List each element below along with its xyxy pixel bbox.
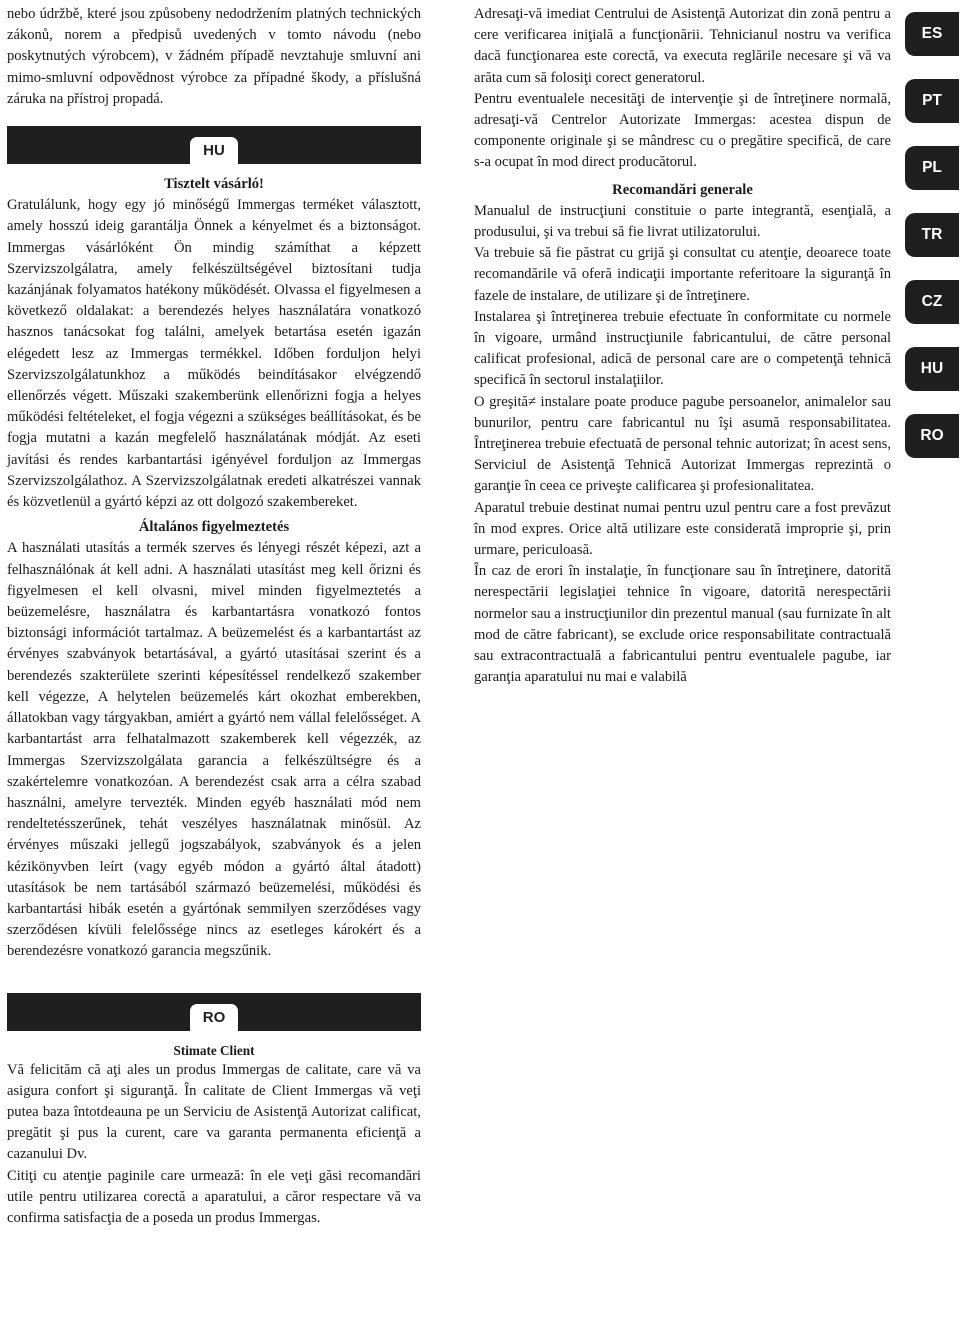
section-band-ro bbox=[7, 993, 421, 1031]
hu-general-paragraph: A használati utasítás a termék szerves és lényegi részét képezi, azt a felhasználónak át kell adni. A használati utasítást meg kell őrizni és figyelmesen el kell olvasni, mivel minden figyelmeztetés a beüzemelésre, használatra és karbantartásra vonatkozó fontos biztonsági információt tartalmaz. A beüzemelést és a karbantartást az érvényes szabványok betartásával, a gyártó utasításai szerint és a berendezés szakterülete szerinti képesítéssel rendelkező szakember kell végezze, A helytelen beüzemelés kárt okozhat emberekben, állatokban vagy tárgyakban, amiért a gyártó nem vállal felelősséget. A karbantartást arra felhatalmazott szakemberek kell végezzék, az Immergas Szervizszolgálata garancia a felkészültségre és a szakértelemre vonatkozóan. A berendezést csak arra a célra szabad használni, amelyre tervezték. Minden egyéb használati mód nem rendeltetésszerűnek, tehát veszélyes használatnak minősül. Az érvényes műszaki jellegű jogszabályok, szabványok és a jelen kézikönyvben leírt (vagy egyéb módon a gyártó által átadott) utasítások be nem tartásából származó beüzemelési, működési és karbantartási hibák esetén a gyártónak semmilyen szerződéses vagy szerződésen kívüli felelőssége nincs az esetleges károkért és a berendezésre vonatkozó garancia megszűnik. bbox=[7, 540, 421, 960]
lang-tab-ro[interactable]: RO bbox=[905, 414, 959, 458]
ro-paragraph-4: Pentru eventualele necesităţi de intervenţie şi de întreţinere normală, adresaţi-vă Centrelor Autorizate Immergas: acestea dispun de componente originale şi se mândresc cu o pregătire specifică, de care s-a ocupat în mod direct producătorul. bbox=[474, 90, 891, 171]
ro-paragraph-7: Instalarea şi întreţinerea trebuie efectuate în conformitate cu normele în vigoare, urmând instrucţiunile fabricantului, de către personal calificat profesional, adică de personal care are o competenţă tehnică specifică în sectorul instalaţiilor. bbox=[474, 308, 891, 389]
hu-general-title: Általános figyelmeztetés bbox=[138, 519, 290, 536]
ro-paragraph-2: Citiţi cu atenţie paginile care urmează: în ele veţi găsi recomandări utile pentru utilizarea corectă a aparatului, a căror respectare vă va confirma satisfacţia de a poseda un produs Immergas. bbox=[7, 1167, 421, 1226]
ro-paragraph-6: Va trebuie să fie păstrat cu grijă şi consultat cu atenţie, deoarece toate recomandările vă oferă indicaţii importante referitoare la siguranţă în fazele de instalare, de utilizare şi de întreţinere. bbox=[474, 245, 891, 304]
lang-tab-tr[interactable]: TR bbox=[905, 213, 959, 257]
hu-intro-paragraph: Gratulálunk, hogy egy jó minőségű Immergas terméket választott, amely hosszú ideig garantálja Önnek a kényelmet és a biztonságot. Immergas vásárlóként Ön mindig számíthat a képzett Szervizszolgálatra, amely felkészültségével biztosítani tudja kazánjának folyamatos hatékony működését. Olvassa el figyelmesen a következő oldalakat: a berendezés helyes használatára vonatkozó hasznos tanácsokat fog találni, amelyek betartása esetén igazán elégedett lesz az Immergas termékkel. Időben forduljon helyi Szervizszolgálatunkhoz a működés beindításakor elvégzendő ellenőrzés végett. Műszaki szakemberünk ellenőrizni fogja a helyes működési feltételeket, el fogja végezni a szükséges beállításokat, és be fogja mutatni a kazán megfelelő használatának módját. Az eseti javítási és rendes karbantartási igényével forduljon az Immergas Szervizszolgálathoz. A Szervizszolgálatnak eredeti alkatrészei vannak és közvetlenül a gyártó képzi az ott dolgozó szakembereket. bbox=[7, 197, 421, 511]
ro-paragraph-5: Manualul de instrucţiuni constituie o parte integrantă, esenţială, a produsului, şi va trebui să fie livrat utilizatorului. bbox=[474, 202, 891, 241]
language-tabs bbox=[905, 12, 959, 481]
lang-tab-hu[interactable]: HU bbox=[905, 347, 959, 391]
section-tag-hu: HU bbox=[190, 137, 238, 164]
ro-paragraph-1: Vă felicităm că aţi ales un produs Immergas de calitate, care vă va asigura confort şi siguranţă. În calitate de Client Immergas vă veţi putea baza întotdeauna pe un Serviciu de Asistenţă Autorizat calificat, pregătit şi pus la curent, care va garanta permanenta eficienţă a cazanului Dv. bbox=[7, 1061, 421, 1163]
section-tag-ro: RO bbox=[190, 1004, 238, 1031]
ro-paragraph-8: O greşită≠ instalare poate produce pagube persoanelor, animalelor sau bunurilor, pentru care fabricantul nu îşi asumă responsabilitatea. Întreţinerea trebuie efectuată de personal tehnic autorizat; în acest sens, Serviciul de Asistenţă Tehnică Autorizat Immergas reprezintă o garanţie în ceea ce priveşte calificarea şi profesionalitatea. bbox=[474, 393, 891, 495]
ro-paragraph-9: Aparatul trebuie destinat numai pentru uzul pentru care a fost prevăzut în mod expres. Orice altă utilizare este considerată improprie şi, prin urmare, periculoasă. bbox=[474, 499, 891, 559]
right-column bbox=[474, 4, 891, 689]
left-column bbox=[7, 4, 421, 1229]
ro-paragraph-10: În caz de erori în instalaţie, în funcţionare sau în întreţinere, datorită nerespectării legislaţiei tehnice în vigoare, datorită nerespectării normelor sau a instrucţiunilor din prezentul manual (sau furnizate în alt mod de către fabricant), se exclude orice responsabilitate contractuală sau extracontractuală a fabricantului pentru eventualele pagube, iar garanţia aparatului nu mai e valabilă bbox=[474, 563, 891, 686]
section-band-hu bbox=[7, 126, 421, 164]
hu-title: Tisztelt vásárló! bbox=[164, 176, 264, 193]
ro-general-title: Recomandări generale bbox=[612, 181, 753, 198]
lang-tab-pl[interactable]: PL bbox=[905, 146, 959, 190]
lang-tab-pt[interactable]: PT bbox=[905, 79, 959, 123]
lang-tab-es[interactable]: ES bbox=[905, 12, 959, 56]
ro-paragraph-3: Adresaţi-vă imediat Centrului de Asistenţă Autorizat din zonă pentru a cere verificarea iniţială a funcţionării. Tehnicianul nostru va verifica dacă funcţionarea este corectă, va executa reglările necesare şi vă va arăta cum să folosiţi corect generatorul. bbox=[474, 6, 891, 86]
lang-tab-cz[interactable]: CZ bbox=[905, 280, 959, 324]
ro-title: Stimate Client bbox=[173, 1042, 255, 1058]
cz-tail-paragraph: nebo údržbě, které jsou způsobeny nedodržením platných technických zákonů, norem a předpisů uvedených v tomto návodu (nebo poskytnutých výrobcem), v žádném případě nevztahuje smluvní ani mimo-smluvní odpovědnost výrobce za případné škody, a příslušná záruka na přístroj propadá. bbox=[7, 6, 421, 107]
